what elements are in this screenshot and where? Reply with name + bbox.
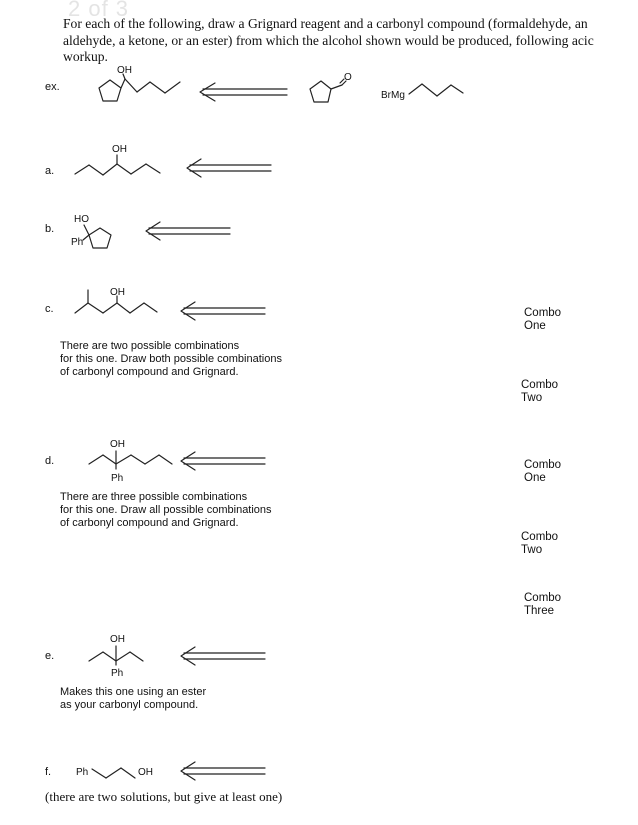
page-number: 2 of 3 [68,0,130,21]
problem-c-note: There are two possible combinations for this one. Draw both possible combinations of carbonyl compound and Grignard. [60,340,282,378]
hydroxyl-label: OH [112,144,127,155]
problem-a-retro-arrow [187,159,271,177]
problem-b-structure [71,214,111,248]
problem-d-note: There are three possible combinations for this one. Draw all possible combinations of carbonyl compound and Grignard. [60,491,272,529]
example-retro-arrow [200,83,287,101]
problem-c-combo-two-label: Combo Two [521,379,559,404]
phenyl-label: Ph [76,767,89,778]
brmg-label: BrMg [381,90,405,101]
problem-f-retro-arrow [181,762,265,780]
problem-d-structure [89,439,172,484]
hydroxyl-label: OH [110,634,125,645]
problem-d-combo-one-label: Combo One [524,459,562,484]
problem-d-retro-arrow [181,452,265,470]
problem-label-b: b. [45,223,55,235]
problem-a-structure [75,144,160,175]
hydroxyl-label: OH [110,439,125,450]
problem-label-ex: ex. [45,81,60,93]
instructions-text: For each of the following, draw a Grignard reagent and a carbonyl compound (formaldehyde, an aldehyde, a ketone, or an ester) from which the alcohol shown would be produced, following acic workup. [63,16,594,64]
example-carbonyl-structure [310,72,352,102]
phenyl-label: Ph [111,668,124,679]
problem-d-combo-two-label: Combo Two [521,531,559,556]
problem-b-retro-arrow [146,222,230,240]
phenyl-label: Ph [111,473,124,484]
carbonyl-oxygen-label: O [344,72,352,83]
problem-label-e: e. [45,650,55,662]
hydroxyl-label: OH [110,287,125,298]
problem-c-structure [75,287,157,313]
problem-label-c: c. [45,303,54,315]
problem-label-f: f. [45,766,52,778]
phenyl-label: Ph [71,237,84,248]
problem-e-retro-arrow [181,647,265,665]
problem-f-structure [76,767,153,778]
problem-d-combo-three-label: Combo Three [524,592,562,617]
hydroxyl-label: HO [74,214,89,225]
problem-e-note: Makes this one using an ester as your carbonyl compound. [60,686,207,711]
problem-e-structure [89,634,143,679]
example-grignard-structure [381,84,463,101]
example-alcohol-structure [99,65,180,101]
problem-c-retro-arrow [181,302,265,320]
hydroxyl-label: OH [117,65,132,76]
footer-note: (there are two solutions, but give at least one) [45,789,283,804]
problem-label-d: d. [45,455,55,467]
problem-label-a: a. [45,165,55,177]
hydroxyl-label: OH [138,767,153,778]
problem-c-combo-one-label: Combo One [524,307,562,332]
